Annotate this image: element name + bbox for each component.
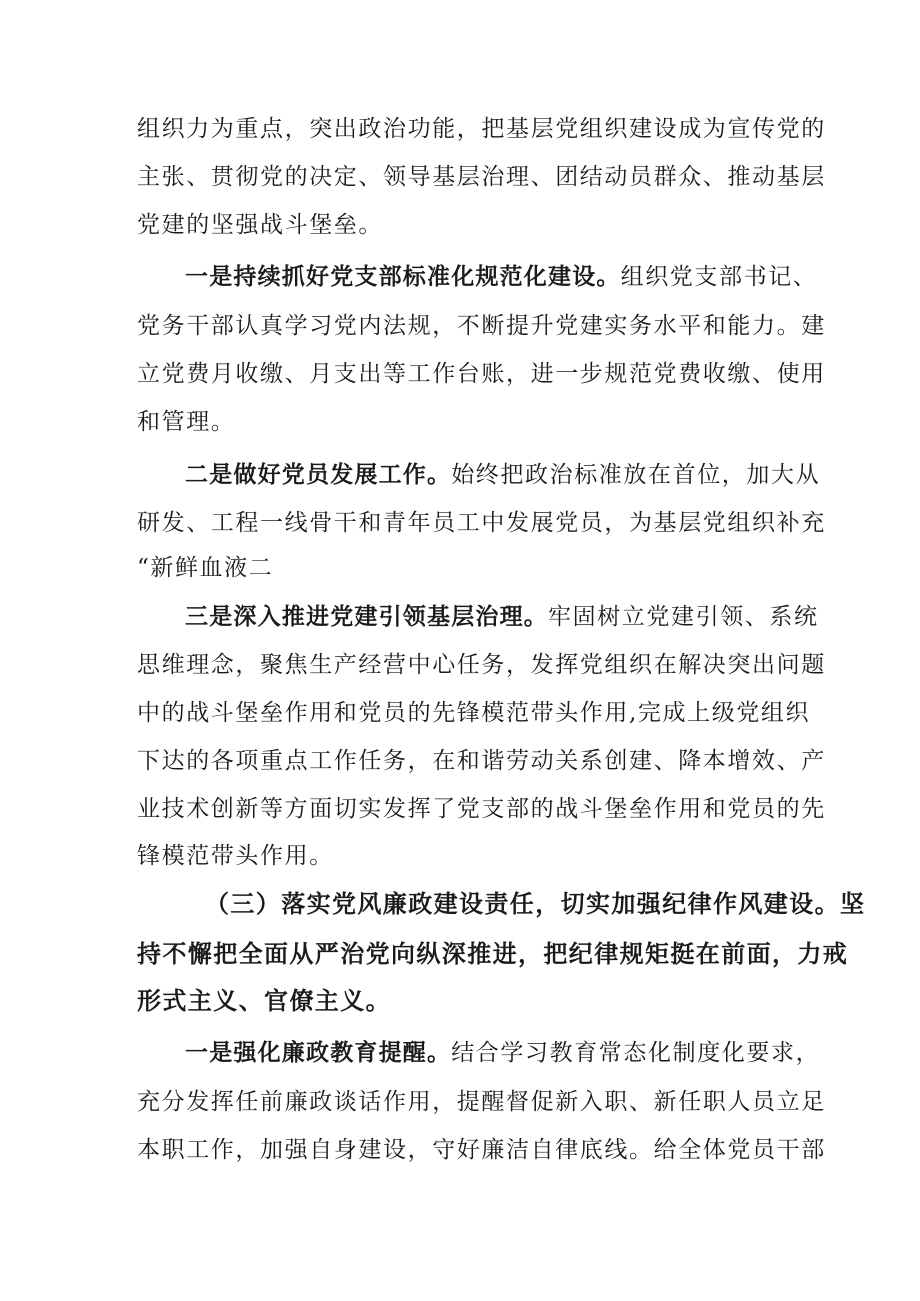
section-heading-3-line-2: 持不懈把全面从严治党向纵深推进，把纪律规矩挺在前面，力戒 [137,939,849,968]
paragraph-3-line-3: “新鲜血液二 [137,555,274,581]
section-heading-3-line-3: 形式主义、官僚主义。 [137,986,391,1015]
paragraph-3-line-1 [185,460,820,490]
paragraph-3-line-2: 研发、工程一线骨干和青年员工中发展党员，为基层党组织补充 [137,510,826,536]
paragraph-3-line-1-rest: 始终把政治标准放在首位，加大从 [451,462,821,488]
paragraph-4-line-1-rest: 牢固树立党建引领、系统 [548,604,819,630]
paragraph-1-line-1: 组织力为重点，突出政治功能，把基层党组织建设成为宣传党的 [137,116,826,142]
paragraph-2-line-2: 党务干部认真学习党内法规，不断提升党建实务水平和能力。建 [137,313,826,339]
paragraph-2-line-1-rest: 组织党支部书记、 [620,264,818,290]
paragraph-5-lead: 一是强化廉政教育提醒。 [185,1039,452,1066]
paragraph-5-line-2: 充分发挥任前廉政谈话作用，提醒督促新入职、新任职人员立足 [137,1089,826,1115]
paragraph-4-line-3: 中的战斗堡垒作用和党员的先锋模范带头作用,完成上级党组织 [137,700,811,726]
paragraph-4-lead: 三是深入推进党建引领基层治理。 [185,603,548,630]
paragraph-5-line-1-rest: 结合学习教育常态化制度化要求， [451,1040,821,1066]
paragraph-1-line-2: 主张、贯彻党的决定、领导基层治理、团结动员群众、推动基层 [137,164,826,190]
paragraph-2-line-3: 立党费月收缴、月支出等工作台账，进一步规范党费收缴、使用 [137,361,826,387]
paragraph-4-line-1 [185,602,819,632]
paragraph-2-line-4: 和管理。 [137,409,236,435]
paragraph-4-line-5: 业技术创新等方面切实发挥了党支部的战斗堡垒作用和党员的先 [137,796,826,822]
paragraph-4-line-2: 思维理念，聚焦生产经营中心任务，发挥党组织在解决突出问题 [137,652,826,678]
paragraph-2-lead: 一是持续抓好党支部标准化规范化建设。 [185,263,621,290]
paragraph-3-lead: 二是做好党员发展工作。 [185,461,452,488]
paragraph-4-line-4: 下达的各项重点工作任务，在和谐劳动关系创建、降本增效、产 [137,748,826,774]
paragraph-5-line-3: 本职工作，加强自身建设，守好廉洁自律底线。给全体党员干部 [137,1137,826,1163]
paragraph-5-line-1 [185,1038,820,1068]
paragraph-4-line-6: 锋模范带头作用。 [137,843,334,869]
paragraph-2-line-1 [185,262,817,292]
paragraph-1-line-3: 党建的坚强战斗堡垒。 [137,212,383,238]
section-heading-3-line-1: （三）落实党风廉政建设责任，切实加强纪律作风建设。坚 [205,889,866,918]
